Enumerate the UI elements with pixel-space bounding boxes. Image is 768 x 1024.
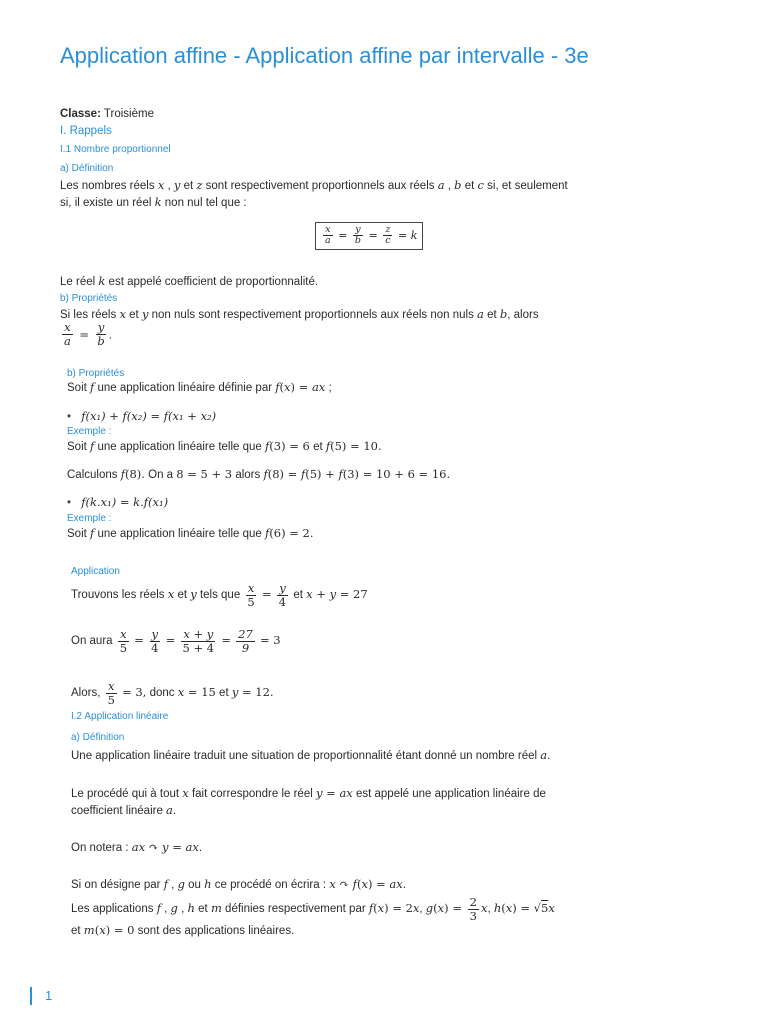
procedure-text-part: Le procédé qui à tout bbox=[71, 788, 180, 800]
procedure-text: Le procédé qui à tout x fait correspondre le réel y = ax est appelé une application linéaire de coefficient linéaire a. bbox=[71, 786, 546, 817]
procedure-text-part: est appelé une application linéaire de bbox=[355, 788, 546, 800]
designation-text-part: ce procédé on écrira : bbox=[214, 879, 327, 891]
classe-line bbox=[60, 106, 154, 122]
coefficient-text-part: est appelé coefficient de proportionnalité. bbox=[108, 276, 319, 288]
example-text-part: une application linéaire telle que bbox=[97, 441, 262, 453]
linear-app-definition-part: Une application linéaire traduit une situation de proportionnalité étant donné un nombre réel bbox=[71, 750, 538, 762]
property-bullet-homogeneity bbox=[67, 494, 168, 511]
definition-text-part: si, et seulement bbox=[487, 180, 568, 192]
definition-text: Les nombres réels x , y et z sont respectivement proportionnels aux réels a , b et c si, et seulement si, il existe un réel k non nul tel que : bbox=[60, 178, 568, 209]
properties-formula: $\frac{x}{a}$ = $\frac{y}{b}$ . bbox=[64, 320, 112, 348]
example-text-1: Soit f une application linéaire telle que f(3) = 6 et f(5) = 10. bbox=[67, 439, 382, 453]
properties-label-2: b) Propriétés bbox=[67, 368, 125, 379]
notation-text: On notera : ax ↷ y = ax. bbox=[71, 840, 203, 854]
property-bullet-formula: f(x₁) + f(x₂) = f(x₁ + x₂) bbox=[81, 409, 217, 423]
linear-definition-part: Soit bbox=[67, 382, 87, 394]
application-line-2: On aura $\frac{x}{5}$ = $\frac{y}{4}$ = $\frac{x + y}{5 + 4}$ = $\frac{27}{9}$ = 3 bbox=[71, 627, 281, 655]
proportion-formula-box: $\frac{x}{a}$ = $\frac{y}{b}$ = $\frac{z}{c}$ = k bbox=[315, 219, 423, 250]
classe-value: Troisième bbox=[103, 108, 154, 120]
properties-text-part: non nuls sont respectivement proportionnels aux réels non nuls bbox=[151, 309, 474, 321]
property-bullet-additivity bbox=[67, 408, 216, 425]
example-text-part: Soit bbox=[67, 528, 87, 540]
calculation-text-part: On a bbox=[148, 469, 174, 481]
applications-text-part: sont des applications linéaires. bbox=[137, 925, 295, 938]
subsection-heading-nombre-proportionnel: I.1 Nombre proportionnel bbox=[60, 144, 171, 155]
application-text-part: On aura bbox=[71, 635, 113, 648]
calculation-text-part: Calculons bbox=[67, 469, 118, 481]
example-text-part: Soit bbox=[67, 441, 87, 453]
section-heading-rappels: I. Rappels bbox=[60, 125, 112, 137]
application-text-part: et bbox=[219, 687, 229, 700]
definition-text-part: sont respectivement proportionnels aux réels bbox=[205, 180, 435, 192]
classe-label: Classe: bbox=[60, 108, 101, 120]
subsection-heading-application-lineaire: I.2 Application linéaire bbox=[71, 711, 169, 722]
page-number-bar bbox=[30, 987, 32, 1005]
example-text-part: et bbox=[313, 441, 323, 453]
definition-text-part: si, il existe un réel bbox=[60, 197, 152, 209]
coefficient-text-part: Le réel bbox=[60, 276, 96, 288]
application-line-1: Trouvons les réels x et y tels que $\frac{x}{5}$ = $\frac{y}{4}$ et x + y = 27 bbox=[71, 581, 368, 609]
application-line-3: Alors, $\frac{x}{5}$ = 3, donc x = 15 et y = 12. bbox=[71, 679, 274, 707]
application-label: Application bbox=[71, 566, 120, 577]
notation-text-part: On notera : bbox=[71, 842, 129, 854]
applications-text-part: et bbox=[198, 903, 208, 916]
procedure-text-part: fait correspondre le réel bbox=[191, 788, 313, 800]
designation-text: Si on désigne par f , g ou h ce procédé on écrira : x ↷ f(x) = ax. bbox=[71, 877, 406, 891]
example-label: Exemple : bbox=[67, 426, 112, 437]
linear-definition-part: une application linéaire définie par bbox=[97, 382, 273, 394]
application-text-part: et bbox=[293, 589, 303, 602]
application-text-part: Alors, bbox=[71, 687, 101, 700]
example-label-2: Exemple : bbox=[67, 513, 112, 524]
applications-text-part: Les applications bbox=[71, 903, 154, 916]
applications-text-part: et bbox=[71, 925, 81, 938]
definition-text-part: Les nombres réels bbox=[60, 180, 155, 192]
designation-text-part: ou bbox=[188, 879, 201, 891]
page-title: Application affine - Application affine par intervalle - 3e bbox=[60, 43, 589, 68]
designation-text-part: Si on désigne par bbox=[71, 879, 161, 891]
definition-label: a) Définition bbox=[60, 163, 114, 174]
application-text-part: donc bbox=[149, 687, 175, 700]
properties-label: b) Propriétés bbox=[60, 293, 118, 304]
property-bullet-formula: f(k.x₁) = k.f(x₁) bbox=[81, 495, 169, 509]
application-text-part: Trouvons les réels bbox=[71, 589, 165, 602]
procedure-text-part: coefficient linéaire bbox=[71, 805, 163, 817]
coefficient-text: Le réel k est appelé coefficient de proportionnalité. bbox=[60, 274, 319, 288]
example-text-2: Soit f une application linéaire telle que f(6) = 2. bbox=[67, 526, 314, 540]
definition-label-2: a) Définition bbox=[71, 732, 125, 743]
properties-text-part: alors bbox=[513, 309, 539, 321]
properties-text-part: Si les réels bbox=[60, 309, 117, 321]
calculation-text-part: alors bbox=[235, 469, 261, 481]
calculation-text: Calculons f(8). On a 8 = 5 + 3 alors f(8) = f(5) + f(3) = 10 + 6 = 16. bbox=[67, 467, 451, 481]
linear-app-definition-text: Une application linéaire traduit une situation de proportionnalité étant donné un nombre réel a. bbox=[71, 748, 551, 762]
properties-text: Si les réels x et y non nuls sont respectivement proportionnels aux réels non nuls a et b, alors bbox=[60, 307, 539, 321]
linear-definition-text: Soit f une application linéaire définie par f(x) = ax ; bbox=[67, 380, 332, 394]
definition-text-part: non nul tel que : bbox=[164, 197, 247, 209]
application-text-part: et bbox=[177, 589, 188, 602]
page-number: 1 bbox=[45, 988, 53, 1003]
applications-text-part: définies respectivement par bbox=[225, 903, 366, 916]
applications-examples-text: Les applications f , g , h et m définies respectivement par f(x) = 2x, g(x) = $\frac{2}{3}$ x, h(x) = √5x et m(x) = 0 sont des applications linéaires. bbox=[71, 895, 555, 938]
application-text-part: tels que bbox=[199, 589, 241, 602]
example-text-part: une application linéaire telle que bbox=[97, 528, 262, 540]
